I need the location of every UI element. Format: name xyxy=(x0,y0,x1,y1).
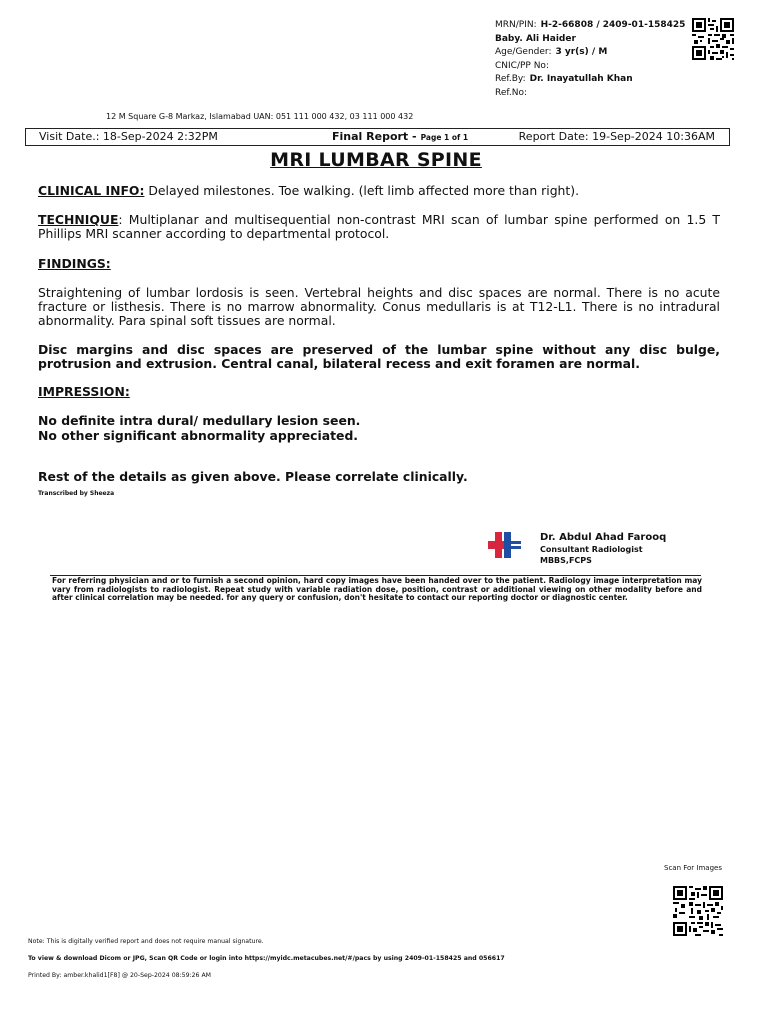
refno-label: Ref.No: xyxy=(495,87,528,98)
report-title: MRI LUMBAR SPINE xyxy=(270,149,482,171)
qr-code-icon[interactable] xyxy=(692,18,734,60)
technique-text: : Multiplanar and multisequential non-contrast MRI scan of lumbar spine performed on 1.5 T Phillips MRI scanner according to departmental protocol. xyxy=(38,212,720,241)
clinical-info-text: Delayed milestones. Toe walking. (left limb affected more than right). xyxy=(144,183,580,198)
rest-of-details: Rest of the details as given above. Please correlate clinically. xyxy=(38,469,468,484)
impression-heading xyxy=(38,385,720,399)
patient-name: Baby. Ali Haider xyxy=(495,33,576,44)
impression-line-1: No definite intra dural/ medullary lesion seen. xyxy=(38,413,361,428)
findings-text: Straightening of lumbar lordosis is seen. Vertebral heights and disc spaces are normal. There is no acute fracture or listhesis. There is no marrow abnormality. Conus medullaris is at T12-L1. There is no intradural abnormality. Para spinal soft tissues are normal. xyxy=(38,285,720,328)
transcribed-by: Transcribed by Sheeza xyxy=(38,490,115,497)
technique xyxy=(38,213,720,241)
mrn-label: MRN/PIN: xyxy=(495,20,537,30)
age-value: 3 yr(s) / M xyxy=(555,47,608,57)
visit-info-bar xyxy=(25,128,730,146)
findings-heading xyxy=(38,257,720,271)
scan-label: Scan For Images xyxy=(664,864,722,872)
patient-info xyxy=(495,19,685,100)
refby-label: Ref.By: xyxy=(495,74,526,84)
clinical-info xyxy=(38,184,720,198)
doctor-signature xyxy=(540,532,666,566)
report-status xyxy=(332,130,468,143)
page-number: Page 1 of 1 xyxy=(420,133,469,142)
medical-cross-logo xyxy=(487,530,523,560)
impression-line-2: No other significant abnormality appreciated. xyxy=(38,428,359,443)
footer-view-link[interactable]: To view & download Dicom or JPG, Scan QR Code or login into https://myidc.metacubes.net/#/pacs by using 2409-01-158425 and 056617 xyxy=(28,955,505,962)
footer-note: Note: This is digitally verified report and does not require manual signature. xyxy=(28,938,264,945)
refby-value: Dr. Inayatullah Khan xyxy=(529,74,633,84)
impression-label: IMPRESSION: xyxy=(38,384,130,399)
clinic-address: 12 M Square G-8 Markaz, Islamabad UAN: 051 111 000 432, 03 111 000 432 xyxy=(106,112,414,121)
doctor-title: Consultant Radiologist xyxy=(540,545,643,554)
findings-label: FINDINGS: xyxy=(38,256,111,271)
cnic-label: CNIC/PP No: xyxy=(495,60,549,71)
clinical-info-label: CLINICAL INFO: xyxy=(38,183,145,198)
footer-printed-by: Printed By: amber.khalid1[F8] @ 20-Sep-2024 08:59:26 AM xyxy=(28,972,212,979)
technique-label: TECHNIQUE xyxy=(38,212,119,227)
doctor-degrees: MBBS,FCPS xyxy=(540,556,592,565)
qr-code-icon[interactable] xyxy=(673,886,723,936)
final-report-label: Final Report - xyxy=(332,130,417,143)
visit-date: Visit Date.: 18-Sep-2024 2:32PM xyxy=(39,130,218,143)
report-date: Report Date: 19-Sep-2024 10:36AM xyxy=(518,130,715,143)
disc-findings: Disc margins and disc spaces are preserved of the lumbar spine without any disc bulge, protrusion and extrusion. Central canal, bilateral recess and exit foramen are normal. xyxy=(38,342,720,371)
disclaimer: For referring physician and or to furnish a second opinion, hard copy images have been handed over to the patient. Radiology image interpretation may vary from radiologists to radiologist. Repeat study with variable radiation dose, position, contrast or additional viewing on other modality before and after clinical correlation may be needed. for any query or confusion, don't hesitate to contact our reporting doctor or diagnostic center. xyxy=(52,576,702,602)
mrn-value: H-2-66808 / 2409-01-158425 xyxy=(540,20,686,30)
doctor-name: Dr. Abdul Ahad Farooq xyxy=(540,532,667,543)
age-label: Age/Gender: xyxy=(495,47,552,57)
